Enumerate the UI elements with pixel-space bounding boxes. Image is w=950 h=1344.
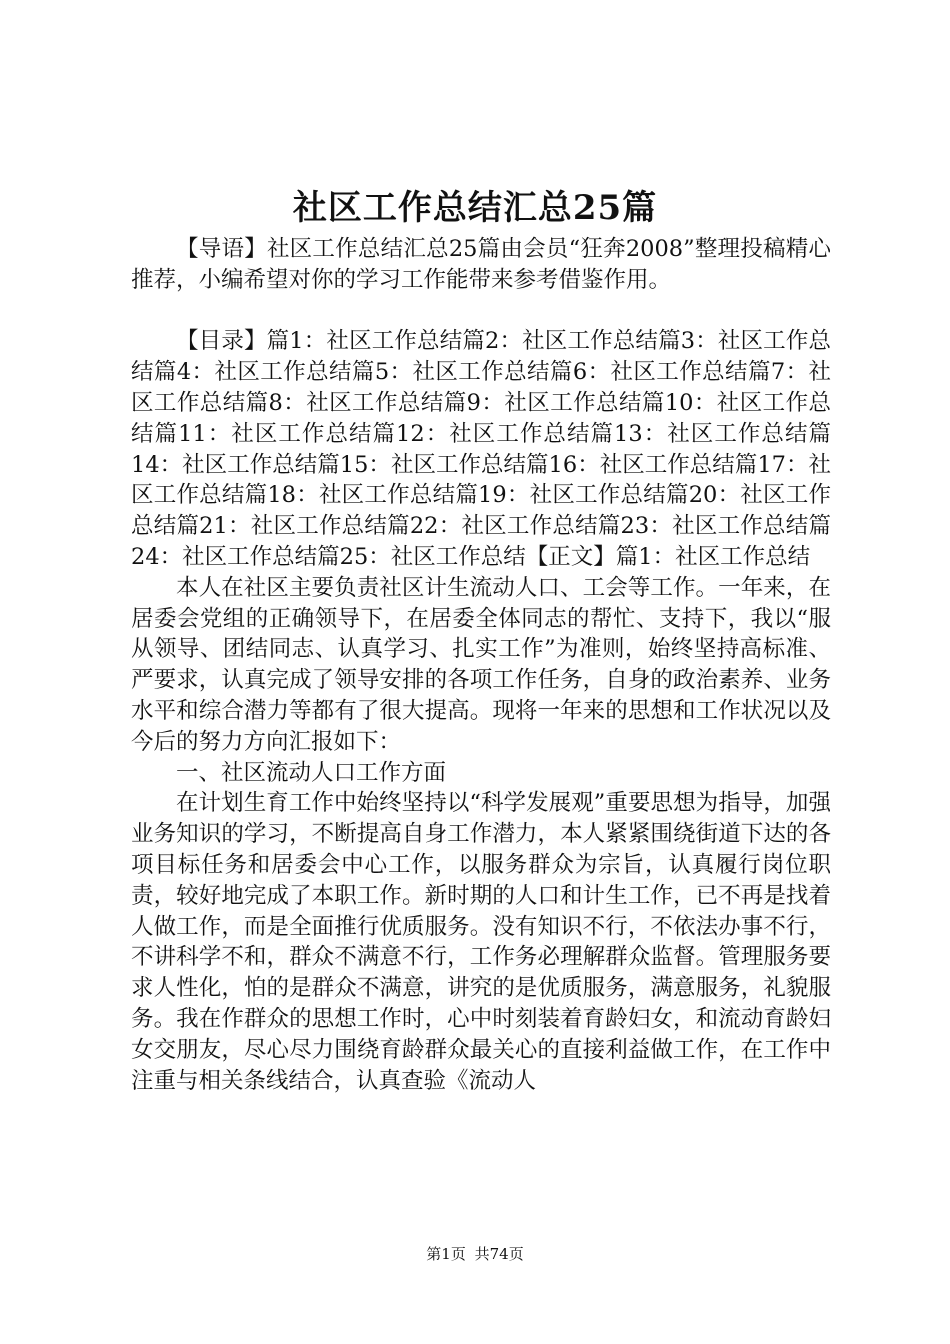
page-number: 第1页 [426, 1245, 466, 1263]
intro-paragraph: 【导语】社区工作总结汇总25篇由会员“狂奔2008”整理投稿精心推荐，小编希望对你的学习工作能带来参考借鉴作用。 [131, 236, 831, 293]
page-total: 共74页 [474, 1245, 524, 1263]
blank-line [131, 296, 831, 327]
section-heading: 一、社区流动人口工作方面 [176, 759, 447, 786]
toc-paragraph: 【目录】篇1：社区工作总结篇2：社区工作总结篇3：社区工作总结篇4：社区工作总结篇5：社区工作总结篇6：社区工作总结篇7：社区工作总结篇8：社区工作总结篇9：社区工作总结篇10：社区工作总结篇11：社区工作总结篇12：社区工作总结篇13：社区工作总结篇14：社区工作总结篇15：社区工作总结篇16：社区工作总结篇17：社区工作总结篇18：社区工作总结篇19：社区工作总结篇20：社区工作总结篇21：社区工作总结篇22：社区工作总结篇23：社区工作总结篇24：社区工作总结篇25：社区工作总结【正文】篇1：社区工作总结 [131, 328, 831, 570]
body-paragraph: 本人在社区主要负责社区计生流动人口、工会等工作。一年来，在居委会党组的正确领导下，在居委全体同志的帮忙、支持下，我以“服从领导、团结同志、认真学习、扎实工作”为准则，始终坚持高标准、严要求，认真完成了领导安排的各项工作任务，自身的政治素养、业务水平和综合潜力等都有了很大提高。现将一年来的思想和工作状况以及今后的努力方向汇报如下： [131, 574, 831, 755]
document-title: 社区工作总结汇总25篇 [292, 188, 658, 228]
document-body [131, 234, 831, 1096]
body-paragraph: 在计划生育工作中始终坚持以“科学发展观”重要思想为指导，加强业务知识的学习，不断提高自身工作潜力，本人紧紧围绕街道下达的各项目标任务和居委会中心工作，以服务群众为宗旨，认真履行岗位职责，较好地完成了本职工作。新时期的人口和计生工作，已不再是找着人做工作，而是全面推行优质服务。没有知识不行，不依法办事不行，不讲科学不和，群众不满意不行，工作务必理解群众监督。管理服务要求人性化，怕的是群众不满意，讲究的是优质服务，满意服务，礼貌服务。我在作群众的思想工作时，心中时刻装着育龄妇女，和流动育龄妇女交朋友，尽心尽力围绕育龄群众最关心的直接利益做工作，在工作中注重与相关条线结合，认真查验《流动人 [131, 790, 831, 1094]
page-footer [0, 1244, 950, 1264]
